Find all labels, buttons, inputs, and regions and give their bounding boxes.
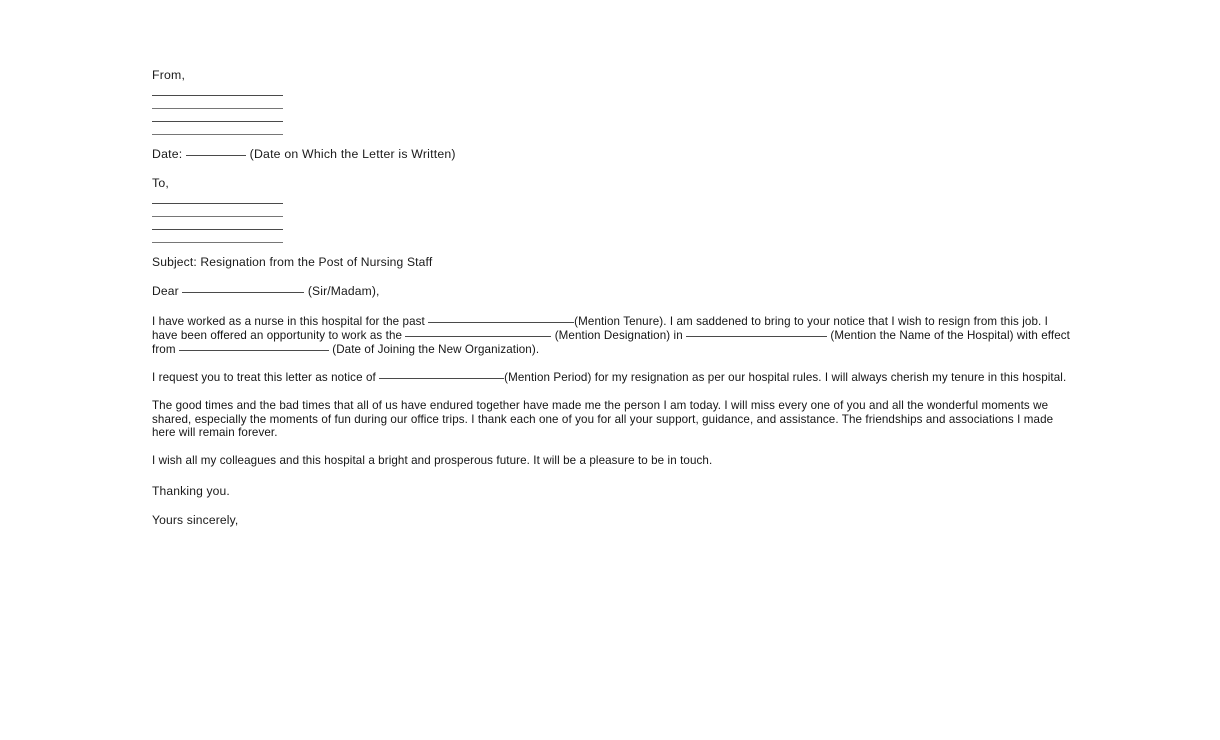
body-paragraph-2: [152, 371, 1072, 385]
recipient-address-rule: [152, 229, 283, 230]
tenure-blank: [428, 322, 574, 323]
spacer: [152, 357, 1072, 371]
effective-date-blank: [179, 350, 329, 351]
date-label: Date:: [152, 147, 183, 161]
spacer: [152, 499, 1072, 513]
p2-segment: (Mention Period) for my resignation as per our hospital rules. I will always cherish my tenure in this hospital.: [504, 370, 1067, 384]
date-note: (Date on Which the Letter is Written): [249, 147, 456, 161]
spacer: [152, 299, 1072, 315]
letter-body: [152, 68, 1072, 528]
p1-segment: (Date of Joining the New Organization).: [328, 342, 540, 356]
sender-address-rule: [152, 95, 283, 96]
hospital-name-blank: [686, 336, 827, 337]
closing-line: Yours sincerely,: [152, 513, 239, 528]
from-label: From,: [152, 68, 186, 82]
spacer: [152, 162, 1072, 176]
p1-segment: (Mention Designation) in: [551, 328, 687, 342]
thanking-line: Thanking you.: [152, 484, 230, 499]
subject-line: Subject: Resignation from the Post of Nursing Staff: [152, 255, 433, 269]
salutation-line: [152, 284, 1072, 299]
recipient-address-rule: [152, 242, 283, 243]
p1-segment: (Mention the Name of the Hospital) with effect from: [152, 328, 1071, 356]
spacer: [152, 270, 1072, 284]
date-line: [152, 147, 1072, 162]
notice-period-blank: [379, 378, 504, 379]
recipient-address-rule: [152, 216, 283, 217]
recipient-address-blanks: [152, 203, 1072, 243]
recipient-address-rule: [152, 203, 283, 204]
salutation-suffix: (Sir/Madam),: [307, 284, 380, 298]
spacer: [152, 385, 1072, 399]
sender-address-blanks: [152, 95, 1072, 135]
to-label: To,: [152, 176, 170, 190]
p1-segment: (Mention Tenure). I am saddened to bring to your notice that I wish to resign from this job. I have been offered an opportunity to work as the: [152, 315, 1048, 342]
p2-segment: I request you to treat this letter as notice of: [152, 370, 380, 384]
p1-segment: I have worked as a nurse in this hospital for the past: [152, 315, 429, 328]
body-paragraph-4: I wish all my colleagues and this hospital a bright and prosperous future. It will be a pleasure to be in touch.: [152, 454, 713, 468]
sender-address-rule: [152, 108, 283, 109]
date-blank: [186, 155, 246, 156]
body-paragraph-1: [152, 315, 1072, 357]
salutation-prefix: Dear: [152, 284, 179, 298]
body-paragraph-3: The good times and the bad times that all of us have endured together have made me the person I am today. I will miss every one of you and all the wonderful moments we shared, especially the moments of fun during our office trips. I thank each one of you for all your support, guidance, and assistance. The friendships and associations I made here will remain forever.: [152, 398, 1054, 440]
sender-address-rule: [152, 134, 283, 135]
designation-blank: [405, 336, 551, 337]
salutation-blank: [182, 292, 304, 293]
spacer: [152, 440, 1072, 454]
sender-address-rule: [152, 121, 283, 122]
spacer: [152, 468, 1072, 484]
